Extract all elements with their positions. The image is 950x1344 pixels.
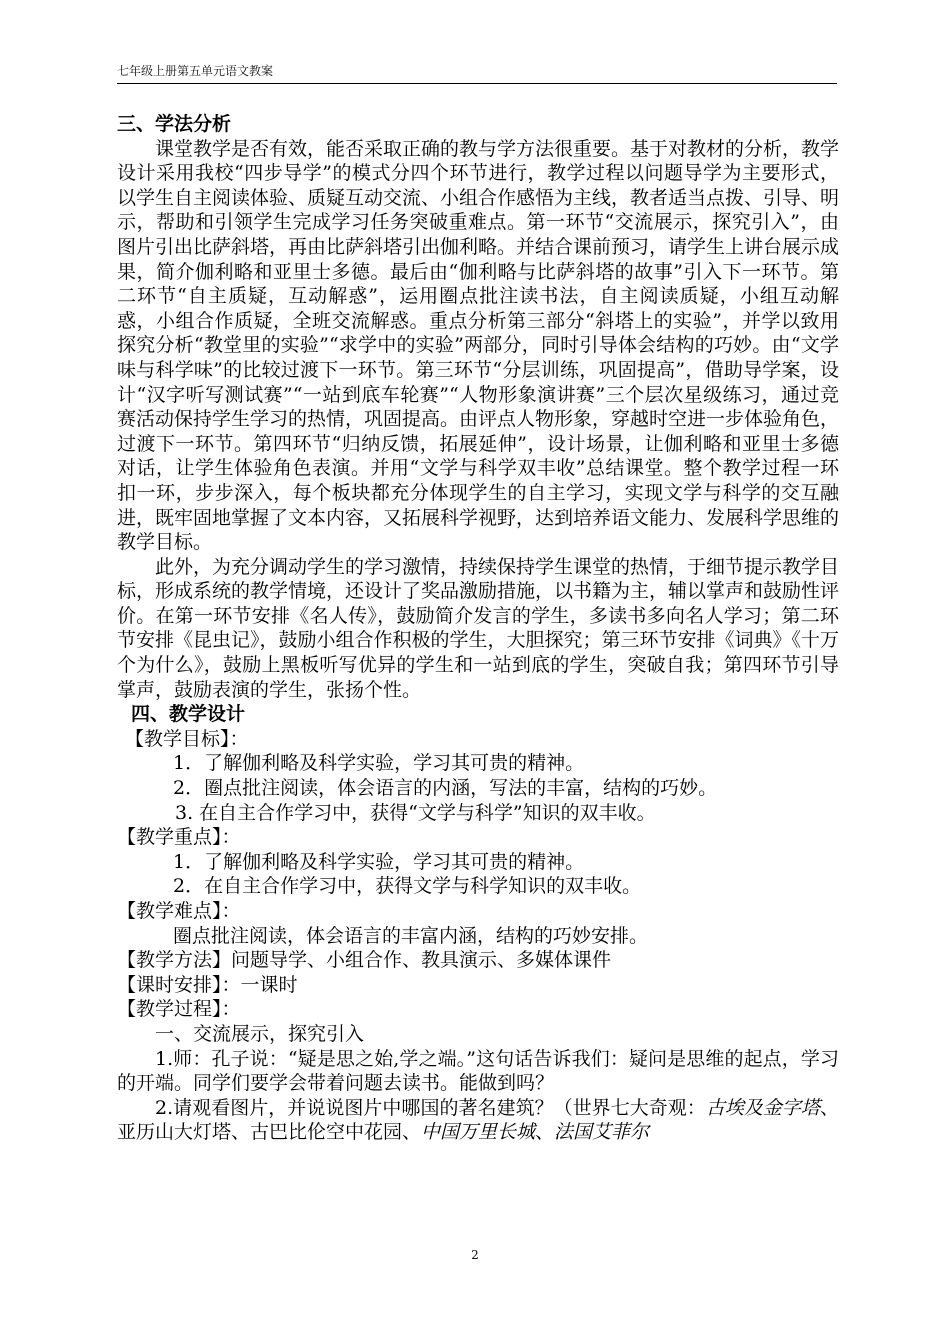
section-4-heading: 四、教学设计 xyxy=(131,703,246,726)
document-body xyxy=(117,112,839,1145)
goal-item: 3. 在自主合作学习中，获得“文学与科学”知识的双丰收。 xyxy=(175,801,656,824)
keypoints-label: 【教学重点】： xyxy=(117,826,241,849)
keypoint-item: 1．了解伽利略及科学实验，学习其可贵的精神。 xyxy=(173,850,585,873)
step-1-paragraph-2 xyxy=(117,1096,839,1145)
running-header: 七年级上册第五单元语文教案 xyxy=(117,64,274,78)
methods-line: 【教学方法】问题导学、小组合作、教具演示、多媒体课件 xyxy=(117,949,612,972)
italic-run: 古埃及金字塔 xyxy=(705,1096,820,1119)
keypoint-item: 2．在自主合作学习中，获得文学与科学知识的双丰收。 xyxy=(173,875,642,898)
step-1-paragraph-1: 1.师：孔子说：“疑是思之始,学之端。”这句话告诉我们：疑问是思维的起点，学习的开端。同学们要学会带着问题去读书。能做到吗？ xyxy=(117,1047,839,1095)
process-label: 【教学过程】： xyxy=(117,998,241,1021)
text-run: 、亚历山大灯塔、古巴比伦空中花园、 xyxy=(117,1096,839,1144)
section-3-heading: 三、学法分析 xyxy=(117,113,232,135)
page-number: 2 xyxy=(471,1248,479,1262)
goal-item: 1．了解伽利略及科学实验，学习其可贵的精神。 xyxy=(173,752,585,775)
paragraph-learning-method: 课堂教学是否有效，能否采取正确的教与学方法很重要。基于对教材的分析，教学设计采用我校“四步导学”的模式分四个环节进行，教学过程以问题导学为主要形式，以学生自主阅读体验、质疑互动交流、小组合作感悟为主线，教者适当点拨、引导、明示，帮助和引领学生完成学习任务突破重难点。第一环节“交流展示，探究引入”，由图片引出比萨斜塔，再由比萨斜塔引出伽利略。并结合课前预习，请学生上讲台展示成果，简介伽利略和亚里士多德。最后由“伽利略与比萨斜塔的故事”引入下一环节。第二环节“自主质疑，互动解惑”，运用圈点批注读书法，自主阅读质疑，小组互动解惑，小组合作质疑，全班交流解惑。重点分析第三部分“斜塔上的实验”，并学以致用探究分析“教堂里的实验”“求学中的实验”两部分，同时引导体会结构的巧妙。由“文学味与科学味”的比较过渡下一环节。第三环节“分层训练，巩固提高”，借助导学案，设计“汉字听写测试赛”“一站到底车轮赛”“人物形象演讲赛”三个层次星级练习，通过竞赛活动保持学生学习的热情，巩固提高。由评点人物形象，穿越时空进一步体验角色，过渡下一环节。第四环节“归纳反馈，拓展延伸”，设计场景，让伽利略和亚里士多德对话，让学生体验角色表演。并用“文学与科学双丰收”总结课堂。整个教学过程一环扣一环，步步深入，每个板块都充分体现学生的自主学习，实现文学与科学的交互融进，既牢固地掌握了文本内容，又拓展科学视野，达到培养语文能力、发展科学思维的教学目标。 xyxy=(117,137,840,554)
text-run: 2.请观看图片，并说说图片中哪国的著名建筑？（世界七大奇观： xyxy=(155,1096,706,1119)
paragraph-incentives: 此外，为充分调动学生的学习激情，持续保持学生课堂的热情，于细节提示教学目标，形成系统的教学情境，还设计了奖品激励措施，以书籍为主，辅以掌声和鼓励性评价。在第一环节安排《名人传》，鼓励简介发言的学生，多读书多向名人学习；第二环节安排《昆虫记》，鼓励小组合作积极的学生，大胆探究；第三环节安排《词典》《十万个为什么》，鼓励上黑板听写优异的学生和一站到底的学生，突破自我；第四环节引导掌声，鼓励表演的学生，张扬个性。 xyxy=(117,555,840,701)
italic-run: 法国艾菲尔 xyxy=(554,1121,650,1144)
goals-label: 【教学目标】： xyxy=(125,727,249,750)
difficulty-text: 圈点批注阅读，体会语言的丰富内涵，结构的巧妙安排。 xyxy=(173,924,649,947)
italic-run: 中国万里长城 xyxy=(421,1121,536,1144)
text-run: 、 xyxy=(535,1121,555,1144)
schedule-line: 【课时安排】：一课时 xyxy=(117,973,298,996)
goal-item: 2．圈点批注阅读，体会语言的内涵，写法的丰富，结构的巧妙。 xyxy=(173,777,718,800)
step-1-title: 一、交流展示，探究引入 xyxy=(155,1022,365,1045)
difficulty-label: 【教学难点】： xyxy=(117,900,241,922)
header-divider xyxy=(117,83,837,84)
